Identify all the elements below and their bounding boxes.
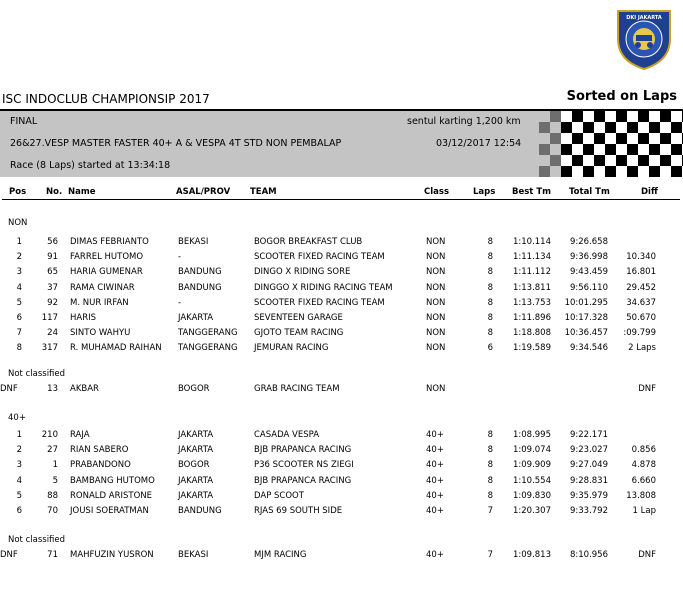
checker-square: [671, 144, 682, 155]
checker-square: [627, 111, 638, 122]
table-cell-total: 9:23.027: [569, 445, 608, 456]
table-cell-laps: 8: [487, 237, 493, 247]
table-cell-team: GJOTO TEAM RACING: [254, 328, 344, 339]
checker-square: [627, 133, 638, 144]
checker-square: [649, 133, 660, 144]
table-cell-laps: 8: [487, 490, 493, 501]
table-cell-diff: 29.452: [626, 282, 656, 293]
checker-square: [561, 166, 572, 177]
table-cell-no: 92: [47, 297, 58, 308]
checker-square: [605, 166, 616, 177]
checker-square: [572, 155, 583, 166]
col-total: Total Tm: [569, 187, 610, 197]
table-cell-total: 9:28.831: [569, 475, 608, 486]
table-cell-diff: DNF: [638, 550, 656, 560]
checker-square: [572, 122, 583, 133]
checker-square: [605, 144, 616, 155]
table-cell-diff: 34.637: [626, 297, 656, 308]
sort-label: Sorted on Laps: [566, 89, 677, 104]
checker-square: [605, 111, 616, 122]
checker-square: [616, 144, 627, 155]
table-cell-pos: 6: [16, 313, 22, 323]
checkered-flag: [528, 111, 683, 177]
table-cell-name: RAJA: [70, 430, 90, 440]
table-cell-class: NON: [426, 252, 446, 263]
table-cell-team: DAP SCOOT: [254, 490, 304, 501]
table-cell-team: DINGGO X RIDING RACING TEAM: [254, 282, 393, 293]
table-cell-team: BJB PRAPANCA RACING: [254, 445, 352, 456]
table-cell-class: 40+: [426, 430, 444, 440]
checker-square: [671, 133, 682, 144]
table-cell-total: 9:34.546: [569, 343, 608, 354]
table-cell-name: RIAN SABERO: [70, 445, 129, 456]
table-cell-team: BOGOR BREAKFAST CLUB: [254, 237, 363, 247]
table-cell-total: 10:01.295: [564, 297, 608, 308]
table-cell-asal: BANDUNG: [178, 267, 222, 278]
table-cell-asal: BANDUNG: [178, 506, 222, 516]
table-cell-pos: DNF: [0, 384, 18, 394]
table-cell-name: AKBAR: [70, 384, 99, 394]
checker-square: [660, 133, 671, 144]
table-cell-name: M. NUR IRFAN: [70, 297, 129, 308]
venue-label: sentul karting 1,200 km: [407, 116, 521, 127]
session-label: FINAL: [10, 116, 38, 127]
checker-square: [572, 144, 583, 155]
checker-square: [671, 166, 682, 177]
table-cell-asal: BEKASI: [178, 550, 209, 560]
checker-square: [572, 133, 583, 144]
table-cell-diff: 10.340: [626, 252, 656, 263]
table-cell-diff: 16.801: [626, 267, 656, 278]
table-cell-name: PRABANDONO: [70, 460, 131, 471]
table-cell-no: 91: [47, 252, 58, 263]
table-cell-pos: 7: [16, 328, 22, 339]
table-cell-asal: BOGOR: [178, 460, 210, 471]
checker-square: [539, 166, 550, 177]
table-cell-no: 27: [47, 445, 58, 456]
checker-square: [561, 133, 572, 144]
not-classified-label: Not classified: [8, 535, 66, 545]
table-cell-asal: BEKASI: [178, 237, 209, 247]
checker-square: [671, 111, 682, 122]
table-cell-team: SCOOTER FIXED RACING TEAM: [254, 297, 385, 308]
table-cell-pos: 5: [16, 490, 22, 501]
table-cell-pos: 1: [16, 430, 22, 440]
table-cell-total: 9:26.658: [569, 237, 608, 247]
table-cell-team: SEVENTEEN GARAGE: [254, 313, 343, 323]
table-cell-best: 1:18.808: [512, 328, 551, 339]
table-cell-name: HARIA GUMENAR: [70, 267, 143, 278]
class-line: 26&27.VESP MASTER FASTER 40+ A & VESPA 4T STD NON PEMBALAP: [10, 138, 342, 149]
table-cell-pos: 5: [16, 297, 22, 308]
checker-square: [616, 133, 627, 144]
table-cell-best: 1:09.909: [512, 460, 551, 471]
table-cell-no: 65: [47, 267, 58, 278]
table-cell-name: R. MUHAMAD RAIHAN: [70, 343, 162, 354]
table-cell-class: NON: [426, 282, 446, 293]
table-cell-total: 9:36.998: [569, 252, 608, 263]
table-cell-asal: TANGGERANG: [178, 328, 238, 339]
table-cell-asal: JAKARTA: [178, 475, 214, 486]
table-cell-name: JOUSI SOERATMAN: [70, 506, 149, 516]
table-cell-team: RJAS 69 SOUTH SIDE: [254, 506, 343, 516]
table-cell-class: NON: [426, 237, 446, 247]
checker-square: [649, 155, 660, 166]
table-cell-no: 317: [41, 343, 58, 354]
table-cell-no: 13: [47, 384, 58, 394]
table-cell-no: 24: [47, 328, 58, 339]
checker-square: [638, 144, 649, 155]
table-cell-total: 10:17.328: [564, 313, 608, 323]
table-cell-name: SINTO WAHYU: [70, 328, 131, 339]
table-cell-asal: TANGGERANG: [178, 343, 238, 354]
checker-square: [671, 155, 682, 166]
table-cell-diff: 1 Lap: [632, 506, 656, 516]
table-cell-total: 9:56.110: [569, 282, 608, 293]
table-cell-best: 1:13.753: [512, 297, 551, 308]
checker-square: [583, 144, 594, 155]
table-cell-asal: -: [178, 297, 182, 308]
table-cell-diff: 6.660: [631, 475, 656, 486]
table-cell-no: 5: [52, 475, 58, 486]
table-cell-laps: 8: [487, 328, 493, 339]
table-cell-best: 1:11.134: [512, 252, 551, 263]
table-cell-pos: 3: [16, 267, 22, 278]
table-cell-team: JEMURAN RACING: [254, 343, 329, 354]
table-cell-team: GRAB RACING TEAM: [254, 384, 340, 394]
table-cell-asal: JAKARTA: [178, 430, 214, 440]
table-cell-best: 1:10.114: [512, 237, 551, 247]
checker-square: [616, 111, 627, 122]
table-cell-class: NON: [426, 328, 446, 339]
checker-square: [539, 144, 550, 155]
checker-square: [660, 111, 671, 122]
checker-square: [594, 144, 605, 155]
header-rule: [2, 199, 680, 200]
table-cell-asal: JAKARTA: [178, 313, 214, 323]
checker-square: [550, 133, 561, 144]
checker-square: [561, 144, 572, 155]
table-cell-no: 71: [47, 550, 58, 560]
table-cell-no: 70: [47, 506, 58, 516]
table-cell-pos: 4: [16, 475, 22, 486]
col-best: Best Tm: [512, 187, 551, 197]
col-diff: Diff: [641, 187, 658, 197]
checker-square: [561, 122, 572, 133]
table-cell-diff: :09.799: [623, 328, 656, 339]
checker-square: [616, 155, 627, 166]
table-cell-best: 1:08.995: [512, 430, 551, 440]
table-cell-team: BJB PRAPANCA RACING: [254, 475, 352, 486]
table-cell-class: 40+: [426, 445, 444, 456]
table-cell-asal: JAKARTA: [178, 490, 214, 501]
checker-square: [660, 155, 671, 166]
checker-square: [649, 111, 660, 122]
table-cell-total: 8:10.956: [569, 550, 608, 560]
table-cell-team: CASADA VESPA: [254, 430, 320, 440]
checker-square: [583, 122, 594, 133]
table-cell-laps: 8: [487, 282, 493, 293]
checker-square: [616, 122, 627, 133]
table-cell-best: 1:20.307: [512, 506, 551, 516]
table-cell-diff: 2 Laps: [628, 343, 656, 354]
checker-square: [561, 111, 572, 122]
table-cell-total: 9:33.792: [569, 506, 608, 516]
table-cell-class: 40+: [426, 460, 444, 471]
table-cell-best: 1:09.074: [512, 445, 551, 456]
checker-square: [638, 133, 649, 144]
table-cell-pos: 6: [16, 506, 22, 516]
checker-square: [572, 111, 583, 122]
checker-square: [583, 166, 594, 177]
checker-square: [649, 122, 660, 133]
table-cell-diff: 13.808: [626, 490, 656, 501]
table-cell-laps: 8: [487, 475, 493, 486]
table-cell-no: 117: [41, 313, 58, 323]
checker-square: [583, 155, 594, 166]
section-label: NON: [8, 218, 28, 228]
col-laps: Laps: [473, 187, 496, 197]
table-cell-pos: 4: [16, 282, 22, 293]
checker-square: [539, 122, 550, 133]
table-cell-best: 1:10.554: [512, 475, 551, 486]
table-cell-team: SCOOTER FIXED RACING TEAM: [254, 252, 385, 263]
checker-square: [572, 166, 583, 177]
table-cell-total: 9:27.049: [569, 460, 608, 471]
checker-square: [627, 155, 638, 166]
table-cell-team: DINGO X RIDING SORE: [254, 267, 351, 278]
table-cell-laps: 8: [487, 460, 493, 471]
checker-square: [561, 155, 572, 166]
table-cell-laps: 8: [487, 252, 493, 263]
table-cell-pos: 2: [16, 445, 22, 456]
table-cell-laps: 7: [487, 506, 493, 516]
checker-square: [616, 166, 627, 177]
table-cell-diff: 50.670: [626, 313, 656, 323]
table-cell-asal: BANDUNG: [178, 282, 222, 293]
checker-square: [660, 144, 671, 155]
table-cell-no: 37: [47, 282, 58, 293]
table-cell-best: 1:11.896: [512, 313, 551, 323]
table-cell-total: 10:36.457: [564, 328, 608, 339]
table-cell-best: 1:13.811: [512, 282, 551, 293]
table-cell-asal: -: [178, 252, 182, 263]
race-info: Race (8 Laps) started at 13:34:18: [10, 160, 171, 171]
col-asal: ASAL/PROV: [176, 187, 231, 197]
table-cell-class: 40+: [426, 490, 444, 501]
table-cell-class: 40+: [426, 475, 444, 486]
checker-square: [594, 166, 605, 177]
table-cell-laps: 6: [487, 343, 493, 354]
table-cell-name: RONALD ARISTONE: [70, 490, 152, 501]
table-cell-pos: 8: [16, 343, 22, 354]
table-cell-no: 56: [47, 237, 58, 247]
col-no: No.: [46, 187, 63, 197]
checker-square: [627, 144, 638, 155]
checker-square: [594, 122, 605, 133]
checker-square: [660, 122, 671, 133]
table-cell-class: NON: [426, 297, 446, 308]
checker-square: [550, 155, 561, 166]
checker-square: [627, 166, 638, 177]
table-cell-laps: 8: [487, 445, 493, 456]
checker-square: [638, 155, 649, 166]
table-cell-class: 40+: [426, 506, 444, 516]
table-cell-name: HARIS: [70, 313, 97, 323]
section-label: 40+: [8, 413, 26, 423]
checker-square: [583, 111, 594, 122]
table-cell-laps: 8: [487, 297, 493, 308]
checker-square: [638, 122, 649, 133]
checker-square: [550, 111, 561, 122]
table-cell-name: BAMBANG HUTOMO: [70, 475, 155, 486]
checker-square: [649, 166, 660, 177]
checker-square: [627, 122, 638, 133]
col-pos: Pos: [9, 187, 27, 197]
table-cell-best: 1:09.830: [512, 490, 551, 501]
col-class: Class: [424, 187, 450, 197]
table-cell-class: NON: [426, 343, 446, 354]
table-cell-laps: 8: [487, 267, 493, 278]
table-cell-name: FARREL HUTOMO: [70, 252, 144, 263]
championship-title: ISC INDOCLUB CHAMPIONSIP 2017: [2, 92, 210, 106]
datetime-label: 03/12/2017 12:54: [436, 138, 522, 149]
table-cell-team: P36 SCOOTER NS ZIEGI: [254, 460, 354, 471]
checker-square: [605, 122, 616, 133]
table-cell-total: 9:43.459: [569, 267, 608, 278]
club-logo: [614, 5, 674, 71]
checker-square: [594, 111, 605, 122]
logo-text: DKI JAKARTA: [626, 15, 662, 21]
table-cell-best: 1:19.589: [512, 343, 551, 354]
table-cell-name: RAMA CIWINAR: [70, 282, 135, 293]
table-cell-no: 1: [52, 460, 58, 471]
table-cell-diff: 4.878: [631, 460, 656, 471]
table-cell-diff: DNF: [638, 384, 656, 394]
not-classified-label: Not classified: [8, 369, 66, 379]
checker-square: [638, 111, 649, 122]
table-cell-best: 1:11.112: [512, 267, 551, 278]
table-cell-total: 9:35.979: [569, 490, 608, 501]
checker-square: [660, 166, 671, 177]
col-name: Name: [68, 187, 96, 197]
table-cell-no: 210: [41, 430, 58, 440]
table-cell-class: NON: [426, 313, 446, 323]
table-cell-class: 40+: [426, 550, 444, 560]
table-cell-best: 1:09.813: [512, 550, 551, 560]
table-cell-name: MAHFUZIN YUSRON: [70, 550, 154, 560]
table-cell-diff: 0.856: [631, 445, 656, 456]
table-cell-no: 88: [47, 490, 58, 501]
checker-square: [671, 122, 682, 133]
checker-square: [605, 155, 616, 166]
table-cell-asal: JAKARTA: [178, 445, 214, 456]
table-cell-laps: 7: [487, 550, 493, 560]
table-cell-team: MJM RACING: [254, 550, 307, 560]
table-cell-pos: DNF: [0, 550, 18, 560]
table-cell-laps: 8: [487, 313, 493, 323]
table-cell-pos: 2: [16, 252, 22, 263]
table-cell-class: NON: [426, 267, 446, 278]
table-cell-pos: 3: [16, 460, 22, 471]
checker-square: [594, 133, 605, 144]
table-cell-pos: 1: [16, 237, 22, 247]
table-cell-class: NON: [426, 384, 446, 394]
checker-square: [605, 133, 616, 144]
checker-square: [638, 166, 649, 177]
checker-square: [594, 155, 605, 166]
checker-square: [583, 133, 594, 144]
col-team: TEAM: [250, 187, 277, 197]
table-cell-laps: 8: [487, 430, 493, 440]
table-cell-total: 9:22.171: [569, 430, 608, 440]
table-cell-asal: BOGOR: [178, 384, 210, 394]
table-cell-name: DIMAS FEBRIANTO: [70, 237, 149, 247]
checker-square: [649, 144, 660, 155]
